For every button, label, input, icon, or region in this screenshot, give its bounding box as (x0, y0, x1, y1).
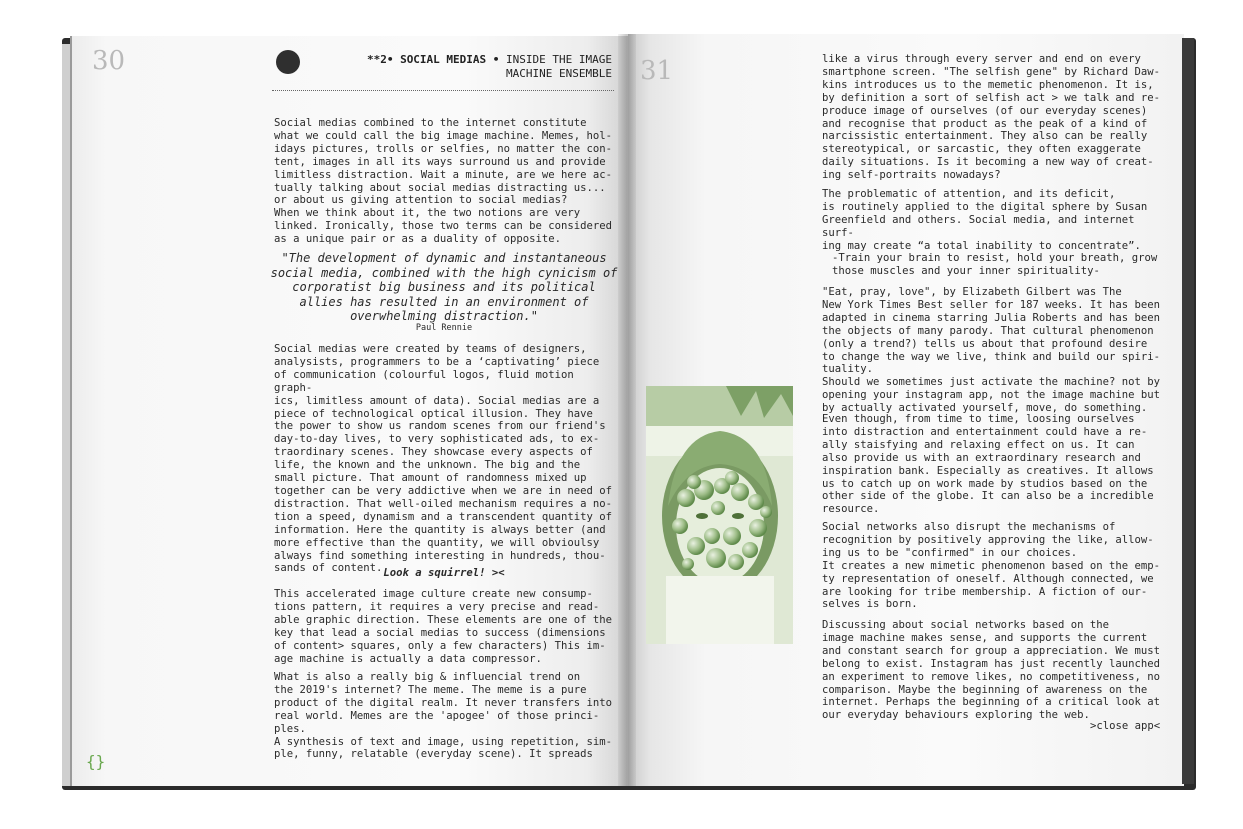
left-paragraph-5: What is also a really big & influencial trend on the 2019's internet? The meme. The meme is a pure product of the digital realm. It never transfers into real world. Memes are the 'apogee' of those princi- ples. A synthesis of text and image, using repetition, sim- ple, funny, relatable (everyday scene). It spreads (274, 671, 613, 761)
right-paragraph-1: like a virus through every server and end on every smartphone screen. "The selfish gene" by Richard Daw- kins introduces us to the memetic phenomenon. It is, by definition a sort of selfish act > we talk and re- produce image of ourselves (of our everyday scenes) and recognise that product as the peak of a kind of narcissistic entertainment. They also can be really stereotypical, or sarcastic, they often exaggerate daily situations. Is it becoming a new way of creat- ing self-portraits nowadays? (822, 53, 1161, 182)
quote-author: Paul Rennie (415, 323, 473, 333)
right-paragraph-5: Even though, from time to time, loosing ourselves into distraction and entertainment could have a re- ally staisfying and relaxing effect on us. It can also provide us with an extraordinary research and inspiration bank. Especially as creatives. It allows us to catch up on work made by studios based on the other side of the globe. It can also be a incredible resource. (822, 413, 1154, 516)
right-paragraph-7: Discussing about social networks based on the image machine makes sense, and supports the current and constant search for group a appreciation. We must belong to exist. Instagram has just recently launched an experiment to remove likes, no competitiveness, no comparison. Maybe the beginning of awareness on the internet. Perhaps the beginning of a critical look at our everyday behaviours exploring the web. (822, 619, 1161, 722)
left-paragraph-1: Social medias combined to the internet constitute what we could call the big image machine. Memes, hol- idays pictures, trolls or selfies, no matter the con- tent, images in all its ways surround us and provide limitless distraction. Wait a minute, are we here ac- tually talking about social medias distracting us... or about us giving attention to social medias? (274, 117, 613, 207)
page-edges-right (1182, 38, 1194, 784)
right-paragraph-3: -Train your brain to resist, hold your breath, grow those muscles and your inner spirituality- (832, 252, 1158, 277)
chapter-bullet-icon (276, 50, 300, 74)
portrait-illustration (646, 386, 793, 644)
left-paragraph-3: Social medias were created by teams of designers, analysists, programmers to be a ‘captivating’ piece of communication (colourful logos, fluid motion graph- ics, limitless amount of data). Social medias are a piece of technological optical illusion. They have the power to show us random scenes from our friend's day-to-day lives, to very sophisticated ads, to ex- traordinary scenes. They showcase every aspects of life, the known and the unknown. The big and the small picture. That amount of randomness mixed up together can be very addictive when we are in need of distraction. That well-oiled mechanism requires a no- tion a speed, dynamism and a transcendent quantity of information. Here the quantity is always better (and more effective than the quantity, we will obvioulsy always find something interesting in hundreds, thou- sands of content. (274, 343, 613, 575)
curly-braces-icon: {} (86, 752, 106, 771)
green-duotone-portrait-image (646, 386, 793, 644)
chapter-header (300, 53, 612, 81)
section-subhead: Look a squirrel! >< (383, 567, 505, 579)
right-paragraph-6: Social networks also disrupt the mechanisms of recognition by positively approving the like, allow- ing us to be "confirmed" in our choices. It creates a new mimetic phenomenon based on the emp- ty representation of oneself. Although connected, we are looking for tribe membership. A fiction of our- selves is born. (822, 521, 1161, 611)
left-paragraph-2: When we think about it, the two notions are very linked. Ironically, those two terms can be considered as a unique pair or as a duality of opposite. (274, 207, 613, 245)
pull-quote: "The development of dynamic and instantaneous social media, combined with the high cynicism of corporatist big business and its political allies has resulted in an environment of overwhelming distraction." (270, 251, 618, 324)
right-paragraph-2: The problematic of attention, and its deficit, is routinely applied to the digital sphere by Susan Greenfield and others. Social media, and internet surf- ing may create “a total inability to concentrate”. (822, 188, 1148, 252)
book-spine (618, 34, 636, 786)
chapter-header-line2: MACHINE ENSEMBLE (506, 67, 612, 80)
left-paragraph-4: This accelerated image culture create new consump- tions pattern, it requires a very precise and read- able graphic direction. These elements are one of the key that lead a social medias to success (dimensions of content> squares, only a few characters) This im- age machine is actually a data compressor. (274, 588, 613, 665)
header-divider (272, 90, 614, 91)
left-page-number: 30 (92, 46, 126, 76)
right-paragraph-4: "Eat, pray, love", by Elizabeth Gilbert was The New York Times Best seller for 187 weeks. It has been adapted in cinema starring Julia Roberts and has been the objects of many parody. That cultural phenomenon (only a trend?) tells us about that profound desire to change the way we live, think and build our spiri- tuality. Should we sometimes just activate the machine? not by opening your instagram app, not the image machine but by actually activated yourself, move, do something. (822, 286, 1161, 415)
right-page-number: 31 (640, 56, 674, 86)
chapter-header-line1: INSIDE THE IMAGE (499, 53, 612, 66)
chapter-header-bold: **2• SOCIAL MEDIAS • (366, 53, 500, 66)
close-app-text: >close app< (1090, 720, 1161, 732)
